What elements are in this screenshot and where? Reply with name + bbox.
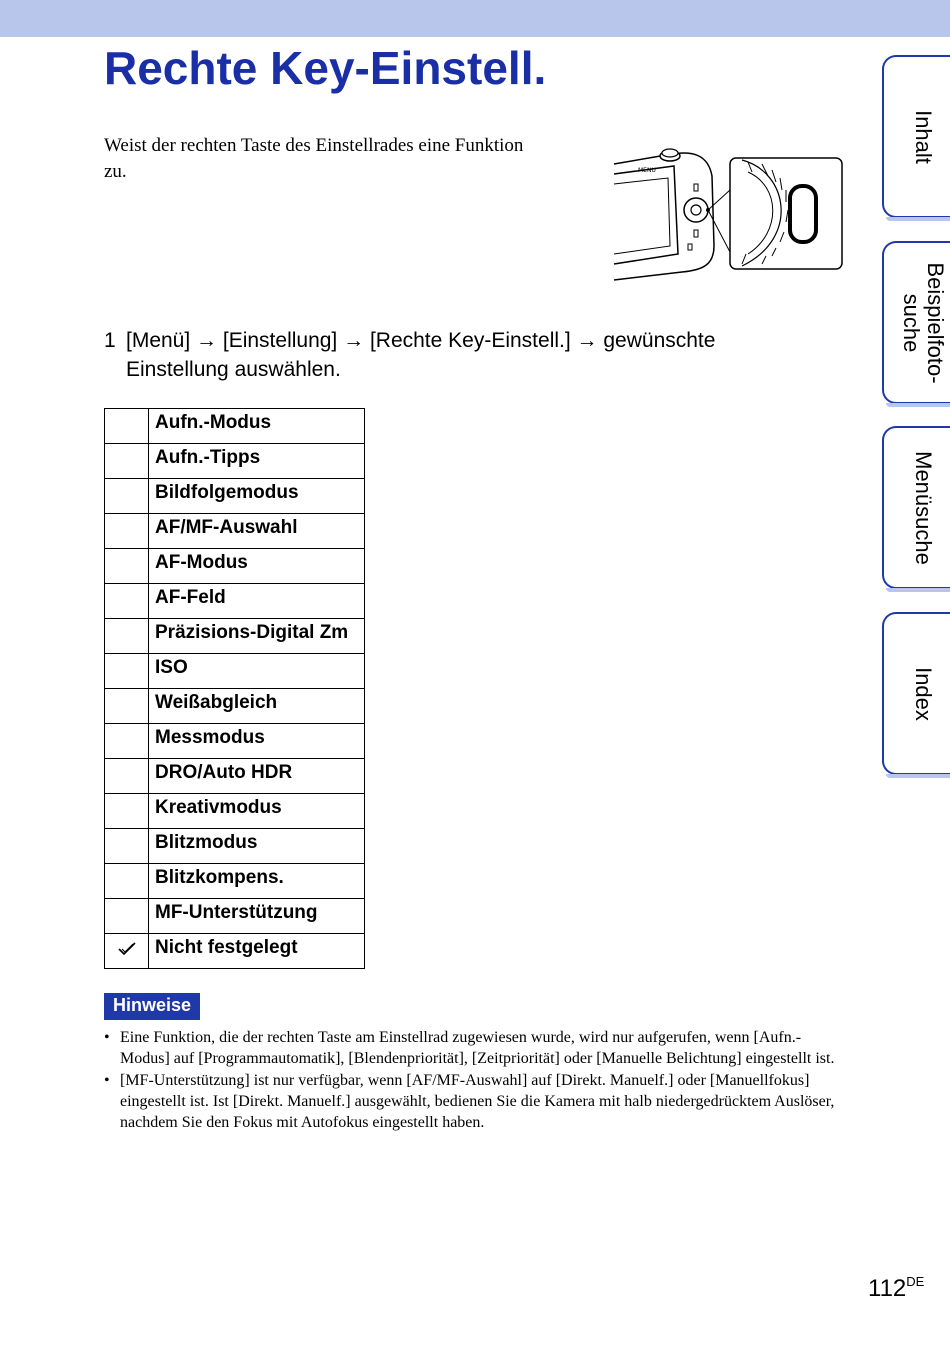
option-row	[105, 619, 365, 654]
option-row	[105, 514, 365, 549]
option-icon-cell	[105, 864, 149, 899]
option-icon-cell	[105, 759, 149, 794]
notes-heading: Hinweise	[104, 993, 200, 1020]
option-icon-cell	[105, 829, 149, 864]
step-number: 1	[104, 329, 116, 352]
option-icon-cell	[105, 934, 149, 969]
tab-label: Index	[911, 666, 936, 721]
option-row	[105, 794, 365, 829]
option-label: AF-Modus	[149, 549, 365, 584]
page-number	[868, 1274, 924, 1303]
option-icon-cell	[105, 514, 149, 549]
option-row	[105, 759, 365, 794]
page-language-suffix: DE	[906, 1274, 925, 1289]
option-row	[105, 899, 365, 934]
page-title: Rechte Key-Einstell.	[104, 42, 547, 94]
option-icon-cell	[105, 619, 149, 654]
option-row	[105, 409, 365, 444]
tab-index[interactable]	[882, 612, 950, 775]
tab-inhalt[interactable]	[882, 55, 950, 218]
option-label: ISO	[149, 654, 365, 689]
option-icon-cell	[105, 549, 149, 584]
intro-text: Weist der rechten Taste des Einstellrades eine Funktion zu.	[104, 135, 524, 182]
top-header-bar	[0, 0, 950, 37]
option-row	[105, 549, 365, 584]
tab-label: Beispielfoto- suche	[899, 261, 948, 384]
note-text: [MF-Unterstützung] ist nur verfügbar, wenn [AF/MF-Auswahl] auf [Direkt. Manuelf.] oder [Manuellfokus] eingestellt ist. Ist [Direkt. Manuelf.] ausgewählt, bedienen Sie die Kamera mit halb niedergedrücktem Auslöser, nachdem Sie den Fokus mit Autofokus eingestellt haben.	[120, 1071, 835, 1132]
tab-label: Menüsuche	[911, 450, 936, 565]
option-label: Blitzmodus	[149, 829, 365, 864]
option-label: Aufn.-Tipps	[149, 444, 365, 479]
option-row	[105, 864, 365, 899]
page-number-value: 112	[868, 1275, 907, 1302]
option-icon-cell	[105, 794, 149, 829]
option-label: Bildfolgemodus	[149, 479, 365, 514]
option-label: Kreativmodus	[149, 794, 365, 829]
option-label: Nicht festgelegt	[149, 934, 365, 969]
option-label: Messmodus	[149, 724, 365, 759]
option-label: AF-Feld	[149, 584, 365, 619]
option-label: MF-Unterstützung	[149, 899, 365, 934]
option-label: Blitzkompens.	[149, 864, 365, 899]
option-icon-cell	[105, 479, 149, 514]
option-label: Aufn.-Modus	[149, 409, 365, 444]
note-item: • Eine Funktion, die der rechten Taste am Einstellrad zugewiesen wurde, wird nur aufgerufen, wenn [Aufn.-Modus] auf [Programmautomatik], [Blendenpriorität], [Zeitpriorität] oder [Manuelle Belichtung] eingestellt ist.	[104, 1029, 835, 1068]
note-text: Eine Funktion, die der rechten Taste am Einstellrad zugewiesen wurde, wird nur aufgerufen, wenn [Aufn.-Modus] auf [Programmautomatik], [Blendenpriorität], [Zeitpriorität] oder [Manuelle Belichtung] eingestellt ist.	[120, 1029, 835, 1068]
option-row	[105, 479, 365, 514]
option-icon-cell	[105, 409, 149, 444]
svg-text:MENU: MENU	[638, 167, 656, 174]
option-row	[105, 689, 365, 724]
option-row	[105, 934, 365, 969]
tab-menuesuche[interactable]	[882, 426, 950, 589]
default-checkmark-icon	[118, 942, 136, 956]
step-text: [Menü] → [Einstellung] → [Rechte Key-Einstell.] → gewünschte Einstellung auswählen.	[126, 329, 716, 381]
notes-list	[104, 1027, 844, 1133]
option-row	[105, 654, 365, 689]
option-icon-cell	[105, 724, 149, 759]
option-label: AF/MF-Auswahl	[149, 514, 365, 549]
note-item: • [MF-Unterstützung] ist nur verfügbar, wenn [AF/MF-Auswahl] auf [Direkt. Manuelf.] oder [Manuellfokus] eingestellt ist. Ist [Direkt. Manuelf.] ausgewählt, bedienen Sie die Kamera mit halb niedergedrücktem Auslöser, nachdem Sie den Fokus mit Autofokus eingestellt haben.	[104, 1071, 835, 1132]
option-icon-cell	[105, 899, 149, 934]
tab-label: Inhalt	[911, 109, 936, 164]
option-icon-cell	[105, 444, 149, 479]
camera-control-wheel-illustration	[612, 146, 846, 282]
option-icon-cell	[105, 689, 149, 724]
option-row	[105, 444, 365, 479]
option-row	[105, 829, 365, 864]
option-label: Weißabgleich	[149, 689, 365, 724]
option-icon-cell	[105, 654, 149, 689]
option-label: DRO/Auto HDR	[149, 759, 365, 794]
option-row	[105, 584, 365, 619]
option-label: Präzisions-Digital Zm	[149, 619, 365, 654]
option-row	[105, 724, 365, 759]
option-icon-cell	[105, 584, 149, 619]
tab-beispielfoto-suche[interactable]	[882, 241, 950, 404]
settings-options-table	[104, 408, 365, 969]
